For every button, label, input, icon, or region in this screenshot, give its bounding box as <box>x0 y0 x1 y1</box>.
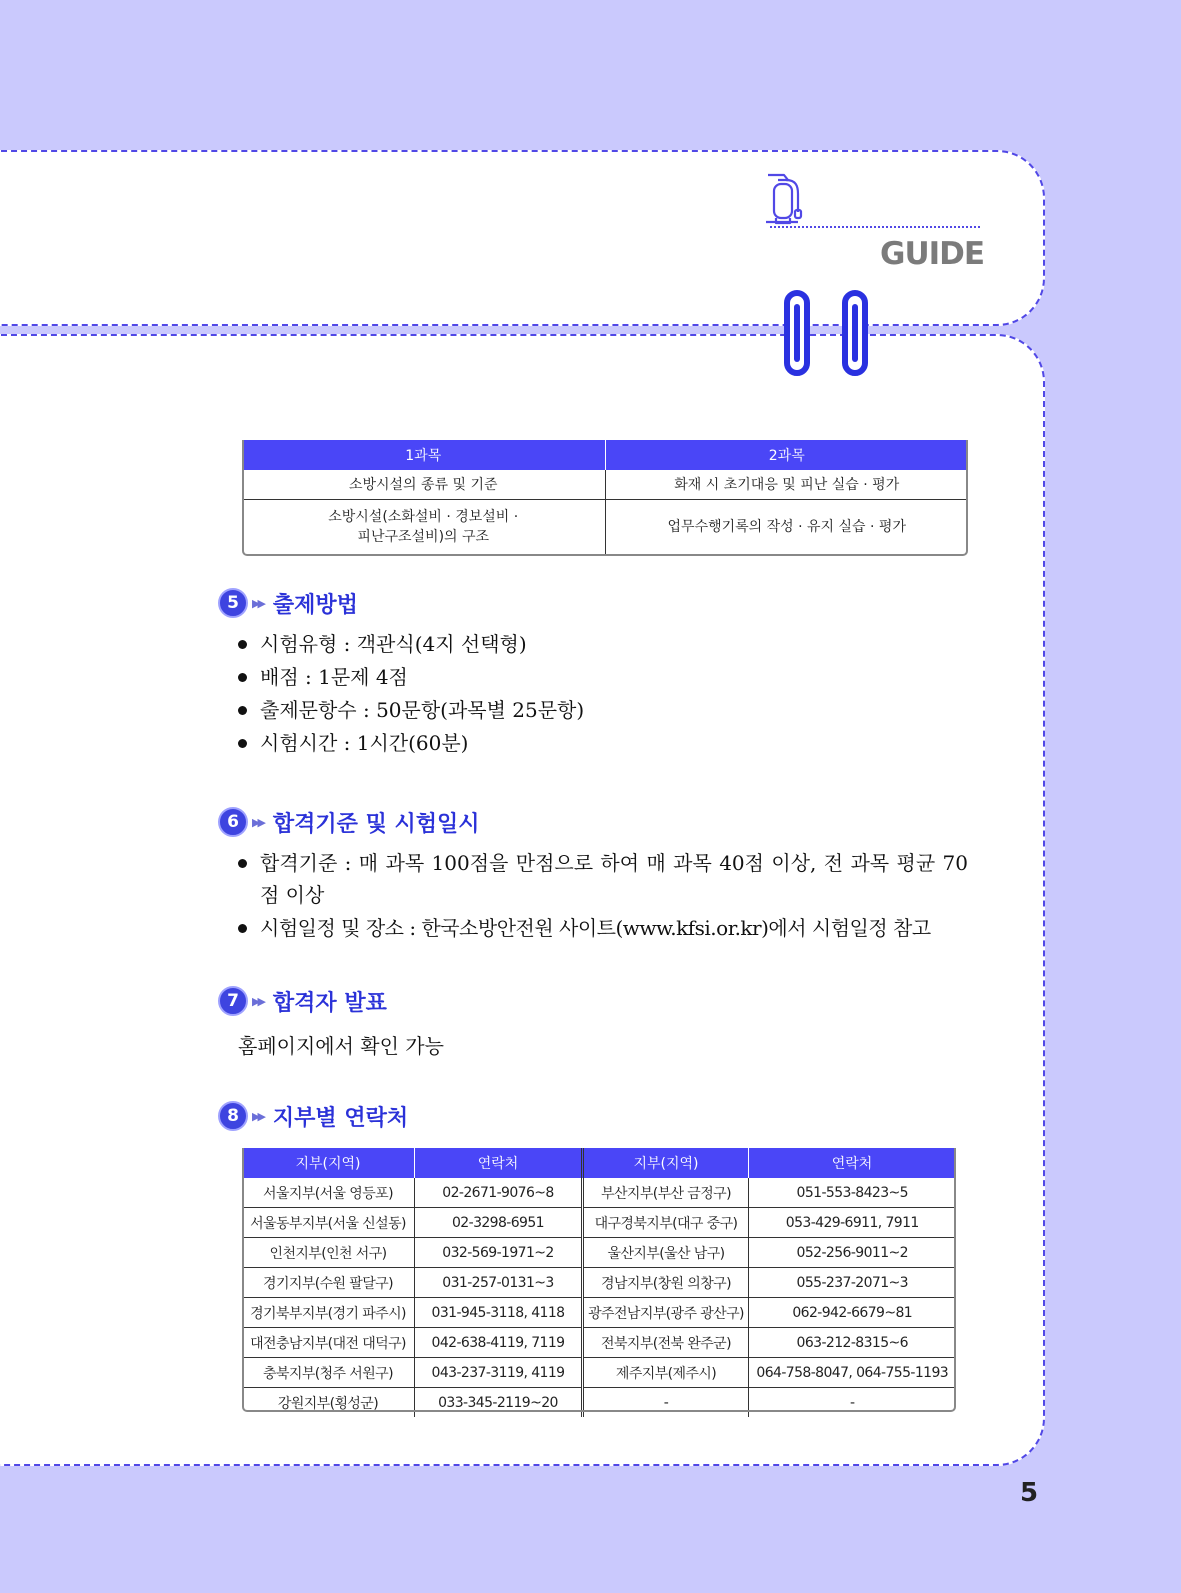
column-header: 연락처 <box>749 1148 956 1178</box>
fire-extinguisher-icon <box>764 172 804 226</box>
section-title: 출제방법 <box>272 592 358 618</box>
announcement-text: 홈페이지에서 확인 가능 <box>238 1034 444 1058</box>
table-cell: 경기지부(수원 팔달구) <box>242 1268 415 1298</box>
item-label: 시험유형 <box>260 632 338 656</box>
item-label: 합격기준 <box>260 851 338 875</box>
table-cell: 울산지부(울산 남구) <box>583 1238 749 1268</box>
section-heading <box>218 588 358 618</box>
table-cell: 062-942-6679~81 <box>749 1298 956 1328</box>
table-cell: 042-638-4119, 7119 <box>415 1328 583 1358</box>
table-cell: 제주지부(제주시) <box>583 1358 749 1388</box>
list-item <box>238 694 968 726</box>
item-value: : 1문제 4점 <box>298 665 408 689</box>
column-header: 지부(지역) <box>583 1148 749 1178</box>
table-cell: 대전충남지부(대전 대덕구) <box>242 1328 415 1358</box>
guide-label: GUIDE <box>880 236 985 272</box>
section-title: 합격기준 및 시험일시 <box>272 811 480 837</box>
table-row <box>242 1208 956 1238</box>
table-row <box>242 1388 956 1418</box>
section-number-badge: 5 <box>218 588 248 618</box>
table-cell: 052-256-9011~2 <box>749 1238 956 1268</box>
section-number-badge: 7 <box>218 986 248 1016</box>
list-item <box>238 661 968 693</box>
table-row <box>242 1238 956 1268</box>
table-row <box>242 1178 956 1208</box>
subject2-header: 2과목 <box>605 440 968 470</box>
table-cell: 인천지부(인천 서구) <box>242 1238 415 1268</box>
pass-criteria-list <box>238 847 968 945</box>
subjects-table <box>242 440 968 554</box>
table-cell: 서울동부지부(서울 신설동) <box>242 1208 415 1238</box>
subject1-header: 1과목 <box>242 440 605 470</box>
table-cell: 055-237-2071~3 <box>749 1268 956 1298</box>
section-title: 합격자 발표 <box>272 990 387 1016</box>
list-item <box>238 628 968 660</box>
double-arrow-icon: ▶▶ <box>252 1109 263 1123</box>
item-value: : 객관식(4지 선택형) <box>337 632 527 656</box>
table-cell: 053-429-6911, 7911 <box>749 1208 956 1238</box>
table-cell: 경남지부(창원 의창구) <box>583 1268 749 1298</box>
table-row <box>242 1358 956 1388</box>
table-row <box>242 470 968 500</box>
table-cell: 02-3298-6951 <box>415 1208 583 1238</box>
list-item <box>238 847 968 911</box>
item-value: : 1시간(60분) <box>337 731 469 755</box>
list-item <box>238 727 968 759</box>
binder-ring-icon <box>842 290 868 376</box>
table-cell: 화재 시 초기대응 및 피난 실습 · 평가 <box>605 470 968 500</box>
item-value: : 50문항(과목별 25문항) <box>356 698 585 722</box>
table-row <box>242 1328 956 1358</box>
table-cell: 소방시설의 종류 및 기준 <box>242 470 605 500</box>
item-value: : 한국소방안전원 사이트(www.kfsi.or.kr)에서 시험일정 참고 <box>403 916 931 940</box>
section-number-badge: 8 <box>218 1101 248 1131</box>
item-label: 시험시간 <box>260 731 338 755</box>
table-cell: 광주전남지부(광주 광산구) <box>583 1298 749 1328</box>
section-heading <box>218 807 480 837</box>
section-heading <box>218 986 387 1016</box>
table-cell: 업무수행기록의 작성 · 유지 실습 · 평가 <box>667 519 906 535</box>
double-arrow-icon: ▶▶ <box>252 994 263 1008</box>
double-arrow-icon: ▶▶ <box>252 596 263 610</box>
table-cell: 서울지부(서울 영등포) <box>242 1178 415 1208</box>
table-cell: 강원지부(횡성군) <box>242 1388 415 1418</box>
table-row <box>242 500 968 555</box>
page-number: 5 <box>1020 1478 1039 1508</box>
table-cell <box>242 500 605 555</box>
table-cell: 전북지부(전북 완주군) <box>583 1328 749 1358</box>
column-header: 연락처 <box>415 1148 583 1178</box>
table-cell: 02-2671-9076~8 <box>415 1178 583 1208</box>
double-arrow-icon: ▶▶ <box>252 815 263 829</box>
binder-ring-icon <box>784 290 810 376</box>
cell-line: 소방시설(소화설비 · 경보설비 · <box>328 509 519 525</box>
section-heading <box>218 1101 408 1131</box>
list-item <box>238 912 968 944</box>
column-header: 지부(지역) <box>242 1148 415 1178</box>
table-cell: 충북지부(청주 서원구) <box>242 1358 415 1388</box>
exam-method-list <box>238 628 968 760</box>
table-cell: 대구경북지부(대구 중구) <box>583 1208 749 1238</box>
cell-line: 피난구조설비)의 구조 <box>357 529 490 545</box>
table-cell: 064-758-8047, 064-755-1193 <box>749 1358 956 1388</box>
table-cell: 부산지부(부산 금정구) <box>583 1178 749 1208</box>
table-cell: - <box>850 1394 855 1411</box>
table-cell: 032-569-1971~2 <box>415 1238 583 1268</box>
table-cell: 031-945-3118, 4118 <box>415 1298 583 1328</box>
item-label: 시험일정 및 장소 <box>260 916 404 940</box>
table-cell: 043-237-3119, 4119 <box>415 1358 583 1388</box>
table-row <box>242 1268 956 1298</box>
branch-contact-table <box>242 1148 956 1417</box>
item-value: : 매 과목 100점을 만점으로 하여 매 과목 40점 이상, 전 과목 평균 70점 이상 <box>260 851 968 907</box>
table-cell: 051-553-8423~5 <box>749 1178 956 1208</box>
table-cell: 경기북부지부(경기 파주시) <box>242 1298 415 1328</box>
table-cell: 063-212-8315~6 <box>749 1328 956 1358</box>
item-label: 배점 <box>260 665 299 689</box>
section-title: 지부별 연락처 <box>272 1105 409 1131</box>
table-cell: - <box>583 1388 749 1418</box>
section-number-badge: 6 <box>218 807 248 837</box>
guide-divider <box>770 226 980 228</box>
table-cell: 031-257-0131~3 <box>415 1268 583 1298</box>
item-label: 출제문항수 <box>260 698 357 722</box>
table-cell: 033-345-2119~20 <box>415 1388 583 1418</box>
table-row <box>242 1298 956 1328</box>
